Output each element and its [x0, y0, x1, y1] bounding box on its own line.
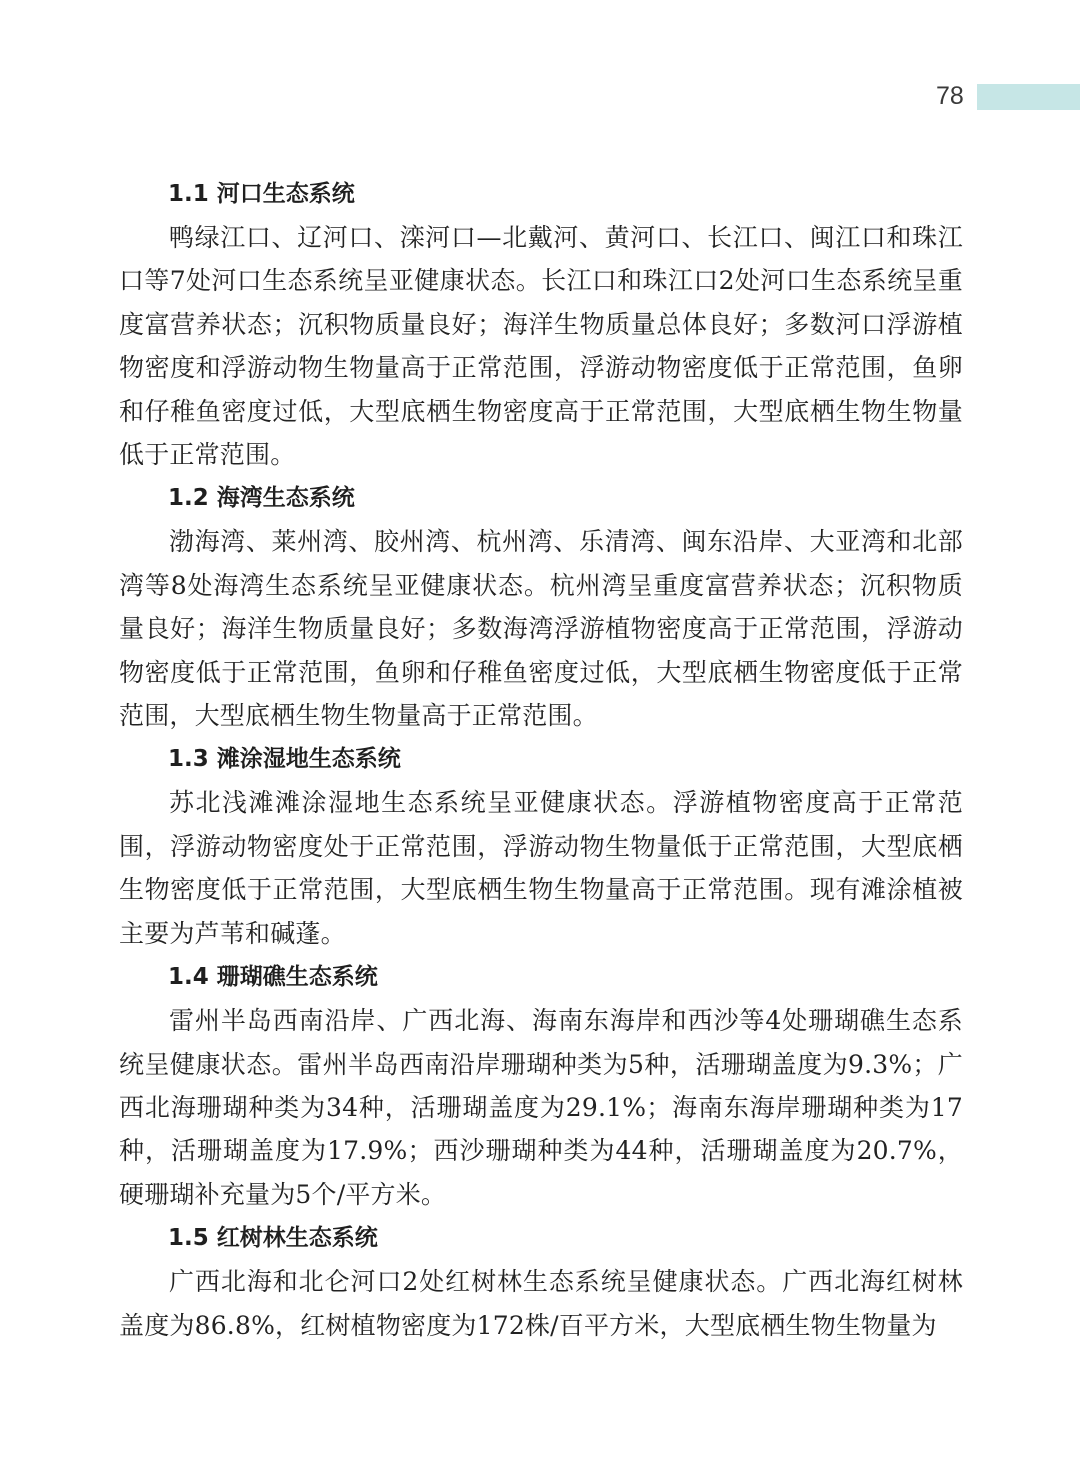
section-heading-coral-reef: 1.4 珊瑚礁生态系统: [168, 964, 378, 991]
section-body-mangrove: 广西北海和北仑河口2处红树林生态系统呈健康状态。广西北海红树林盖度为86.8%，红树植物密度为172株/百平方米，大型底栖生物生物量为: [119, 1267, 963, 1340]
section-body-coral-reef: 雷州半岛西南沿岸、广西北海、海南东海岸和西沙等4处珊瑚礁生态系统呈健康状态。雷州半岛西南沿岸珊瑚种类为5种，活珊瑚盖度为9.3%；广西北海珊瑚种类为34种，活珊瑚盖度为29.1%；海南东海岸珊瑚种类为17种，活珊瑚盖度为17.9%；西沙珊瑚种类为44种，活珊瑚盖度为20.7%，硬珊瑚补充量为5个/平方米。: [119, 1006, 963, 1209]
page-tab-decoration: [977, 84, 1080, 110]
section-heading-mangrove: 1.5 红树林生态系统: [168, 1225, 378, 1252]
section-body-bay: 渤海湾、莱州湾、胶州湾、杭州湾、乐清湾、闽东沿岸、大亚湾和北部湾等8处海湾生态系统呈亚健康状态。杭州湾呈重度富营养状态；沉积物质量良好；海洋生物质量良好；多数海湾浮游植物密度高于正常范围，浮游动物密度低于正常范围，鱼卵和仔稚鱼密度过低，大型底栖生物密度低于正常范围，大型底栖生物生物量高于正常范围。: [119, 527, 963, 731]
section-heading-tidal-wetland: 1.3 滩涂湿地生态系统: [168, 746, 401, 773]
document-body: [119, 172, 963, 1347]
section-body-tidal-wetland: 苏北浅滩滩涂湿地生态系统呈亚健康状态。浮游植物密度高于正常范围，浮游动物密度处于正常范围，浮游动物生物量低于正常范围，大型底栖生物密度低于正常范围，大型底栖生物生物量高于正常范围。现有滩涂植被主要为芦苇和碱蓬。: [119, 788, 963, 948]
section-heading-bay: 1.2 海湾生态系统: [168, 485, 355, 512]
page-number: 78: [936, 82, 964, 110]
section-heading-estuary: 1.1 河口生态系统: [168, 181, 355, 207]
section-body-estuary: 鸭绿江口、辽河口、滦河口—北戴河、黄河口、长江口、闽江口和珠江口等7处河口生态系统呈亚健康状态。长江口和珠江口2处河口生态系统呈重度富营养状态；沉积物质量良好；海洋生物质量总体良好；多数河口浮游植物密度和浮游动物生物量高于正常范围，浮游动物密度低于正常范围，鱼卵和仔稚鱼密度过低，大型底栖生物密度高于正常范围，大型底栖生物生物量低于正常范围。: [119, 223, 963, 470]
